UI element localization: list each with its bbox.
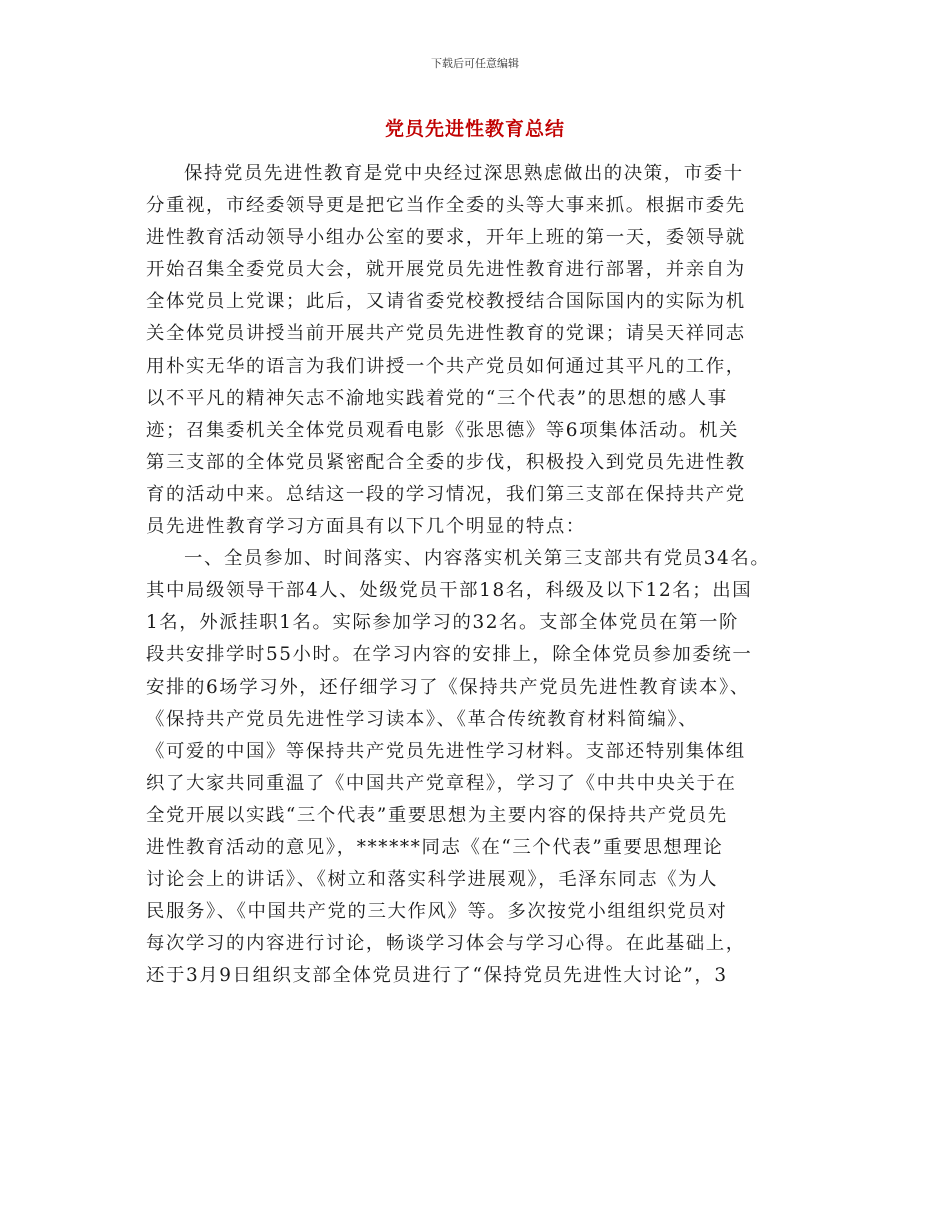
paragraph-line: 关全体党员讲授当前开展共产党员先进性教育的党课；请吴天祥同志 [146, 323, 746, 345]
paragraph-line: 1名，外派挂职1名。实际参加学习的32名。支部全体党员在第一阶 [146, 612, 739, 634]
page-header: 下载后可任意编辑 [431, 57, 519, 70]
document-title: 党员先进性教育总结 [384, 118, 565, 140]
paragraph-line: 民服务》、《中国共产党的三大作风》等。多次按党小组组织党员对 [146, 901, 728, 923]
paragraph-line: 以不平凡的精神矢志不渝地实践着党的“三个代表”的思想的感人事 [146, 387, 728, 409]
paragraph-line: 迹；召集委机关全体党员观看电影《张思德》等6项集体活动。机关 [146, 419, 740, 441]
paragraph-line: 保持党员先进性教育是党中央经过深思熟虑做出的决策，市委十 [184, 163, 744, 184]
paragraph-line: 讨论会上的讲话》、《树立和落实科学进展观》，毛泽东同志《为人 [146, 869, 719, 891]
paragraph-line: 开始召集全委党员大会，就开展党员先进性教育进行部署，并亲自为 [146, 259, 746, 281]
paragraph-line: 《可爱的中国》等保持共产党员先进性学习材料。支部还特别集体组 [146, 740, 746, 762]
paragraph-line: 育的活动中来。总结这一段的学习情况，我们第三支部在保持共产党 [146, 483, 746, 505]
paragraph-line: 进性教育活动领导小组办公室的要求，开年上班的第一天，委领导就 [146, 227, 746, 249]
paragraph-line: 全党开展以实践“三个代表”重要思想为主要内容的保持共产党员先 [146, 804, 728, 826]
paragraph-line: 段共安排学时55小时。在学习内容的安排上，除全体党员参加委统一 [146, 644, 753, 666]
paragraph-line: 《保持共产党员先进性学习读本》、《革合传统教育材料简编》、 [146, 708, 699, 730]
paragraph-line: 进性教育活动的意见》，******同志《在“三个代表”重要思想理论 [146, 836, 724, 858]
paragraph-line: 还于3月9日组织支部全体党员进行了“保持党员先进性大讨论”，3 [146, 965, 728, 987]
paragraph-line: 员先进性教育学习方面具有以下几个明显的特点： [146, 516, 586, 538]
paragraph-line: 一、全员参加、时间落实、内容落实机关第三支部共有党员34名。 [184, 548, 771, 570]
paragraph-line: 其中局级领导干部4人、处级党员干部18名，科级及以下12名；出国 [146, 580, 753, 602]
paragraph-line: 每次学习的内容进行讨论，畅谈学习体会与学习心得。在此基础上， [146, 933, 746, 955]
paragraph-line: 第三支部的全体党员紧密配合全委的步伐，积极投入到党员先进性教 [146, 451, 746, 473]
paragraph-line: 分重视，市经委领导更是把它当作全委的头等大事来抓。根据市委先 [146, 195, 746, 217]
paragraph-line: 织了大家共同重温了《中国共产党章程》，学习了《中共中央关于在 [146, 772, 737, 794]
paragraph-line: 安排的6场学习外，还仔细学习了《保持共产党员先进性教育读本》、 [146, 676, 750, 698]
paragraph-line: 全体党员上党课；此后，又请省委党校教授结合国际国内的实际为机 [146, 291, 746, 313]
paragraph-line: 用朴实无华的语言为我们讲授一个共产党员如何通过其平凡的工作， [146, 355, 746, 377]
document-body [146, 158, 822, 992]
